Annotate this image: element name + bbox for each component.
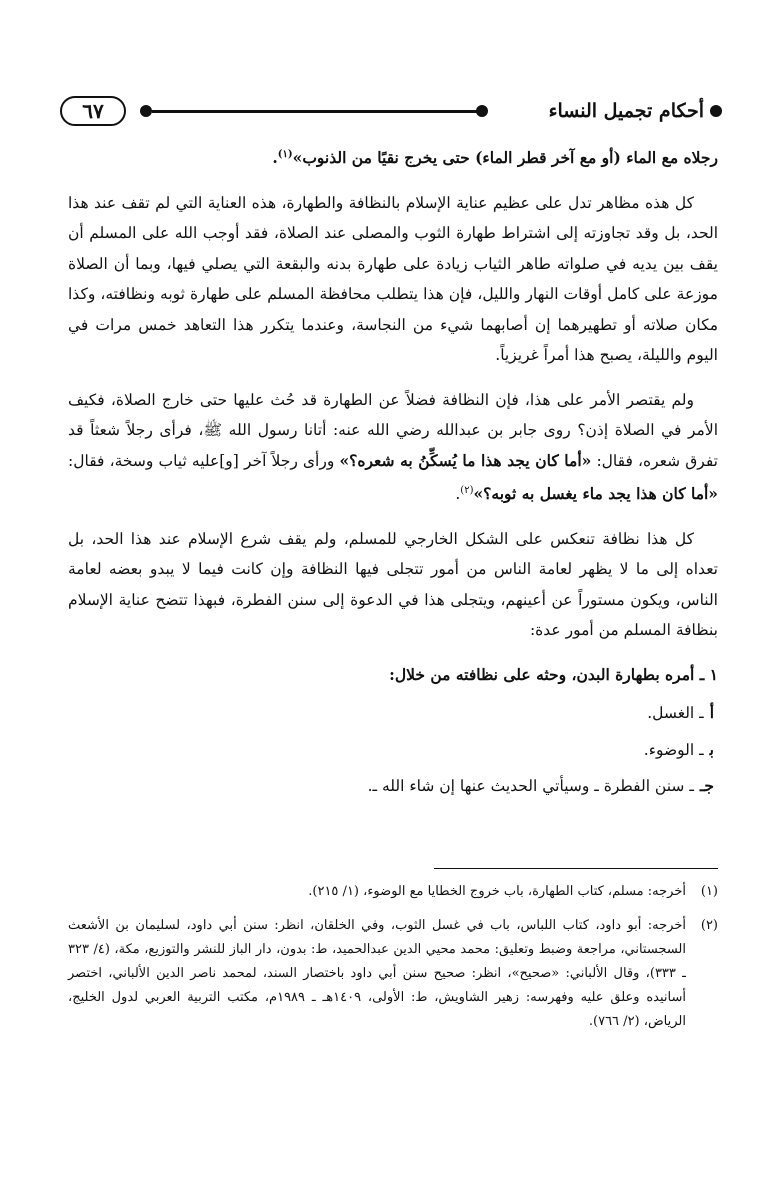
footnote-number: (١) (700, 884, 718, 899)
list-item (68, 771, 718, 802)
list-item-letter: أ (709, 703, 714, 723)
opening-end: . (272, 148, 278, 168)
list-item-text: ـ الوضوء. (643, 740, 704, 759)
paragraph-3: كل هذا نظافة تنعكس على الشكل الخارجي للمسلم، ولم يقف شرع الإسلام عند هذا الحد، بل تعداه إلى ما لا يظهر لعامة الناس من أمور تتجلى فيها النظافة وإن كانت فيما لا يبدو بعضه لعامة الناس، ويكون مستوراً عن أعينهم، ويتجلى هذا في الدعوة إلى سنن الفطرة، فبهذا تتضح عناية الإسلام بنظافة المسلم من أمور عدة: (68, 529, 718, 640)
opening-text: رجلاه مع الماء (أو مع آخر قطر الماء) حتى يخرج نقيًا من الذنوب» (292, 148, 718, 168)
header-dot (476, 105, 488, 117)
hadith-quote-1: «أما كان يجد هذا ما يُسكِّنُ به شعره؟» (339, 450, 592, 470)
running-title: أحكام تجميل النساء (548, 100, 704, 122)
paragraph-2-part-a: ولم يقتصر الأمر على هذا، فإن النظافة فضلاً عن الطهارة قد حُث عليها حتى خارج الصلاة، فكيف الأمر في الصلاة إذن؟ روى جابر بن عبدالله رضي الله عنه: أتانا رسول الله ﷺ، فرأى رجلاً شعثاً قد تفرق شعره، فقال: (68, 390, 718, 470)
footnotes (68, 874, 718, 1044)
footnote-separator (434, 868, 718, 869)
footnote (68, 914, 718, 1034)
footnote-text: أخرجه: أبو داود، كتاب اللباس، باب في غسل الثوب، وفي الخلقان، انظر: سنن أبي داود، لسليمان بن الأشعث السجستاني، مراجعة وضبط وتعليق: محمد محيي الدين عبدالحميد، ط: بدون، دار الباز للنشر والتوزيع، مكة، (٤/ ٣٢٣ ـ ٣٣٣)، وقال الألباني: «صحيح»، انظر: صحيح سنن أبي داود باختصار السند، لمحمد ناصر الدين الألباني، اختصر أسانيده وعلق عليه وفهرسه: زهير الشاويش، ط: الأولى، ١٤٠٩هـ ـ ١٩٨٩م، مكتب التربية العربي لدول الخليج، الرياض، (٢/ ٧٦٦). (68, 918, 687, 1029)
paragraph-2-end: . (455, 485, 461, 504)
main-text (68, 140, 718, 808)
header-dot (140, 105, 152, 117)
footnote-number: (٢) (700, 918, 718, 933)
hadith-quote-2: «أما كان هذا يجد ماء يغسل به ثوبه؟» (473, 484, 718, 504)
list-heading: ١ ـ أمره بطهارة البدن، وحثه على نظافته من خلال: (389, 664, 718, 684)
list-item (68, 735, 718, 766)
running-header (60, 90, 722, 134)
list-item (68, 698, 718, 729)
list-item-text: ـ الغسل. (647, 704, 704, 723)
paragraph-2 (68, 385, 718, 510)
header-rule (152, 110, 482, 113)
paragraph-2-part-b: ورأى رجلاً آخر [و]عليه ثياب وسخة، فقال: (68, 451, 335, 470)
list-item-letter: جـ (699, 776, 714, 796)
footnote-text: أخرجه: مسلم، كتاب الطهارة، باب خروج الخطايا مع الوضوء، (١/ ٢١٥). (308, 884, 686, 899)
opening-line (68, 140, 718, 174)
footnote-ref-1: (١) (277, 149, 293, 160)
list-item-text: ـ سنن الفطرة ـ وسيأتي الحديث عنها إن شاء الله ـ. (367, 777, 694, 796)
footnote-ref-2: (٢) (460, 485, 474, 497)
page-number: ٦٧ (60, 96, 126, 126)
list-item-letter: ب (709, 739, 714, 759)
header-dot (710, 105, 722, 117)
footnote (68, 880, 718, 904)
paragraph-1: كل هذه مظاهر تدل على عظيم عناية الإسلام بالنظافة والطهارة، هذه العناية التي لم تقف عند هذا الحد، بل وقد تجاوزته إلى اشتراط طهارة الثوب والمصلى عند الصلاة، فقد أوجب الله على المسلم أن يقف بين يديه في صلواته طاهر الثياب زيادة على طهارة بدنه والبقعة التي يصلي فيها، وبما أن الصلاة موزعة على كامل أوقات النهار والليل، فإن هذا يتطلب محافظة المسلم على طهارة ثوبه ونظافته، وكذا مكان صلاته أو تطهيرهما إن أصابهما شيء من النجاسة، وعندما يتكرر هذا التعاهد خمس مرات في اليوم والليلة، يصبح هذا أمراً غريزياً. (68, 193, 718, 365)
